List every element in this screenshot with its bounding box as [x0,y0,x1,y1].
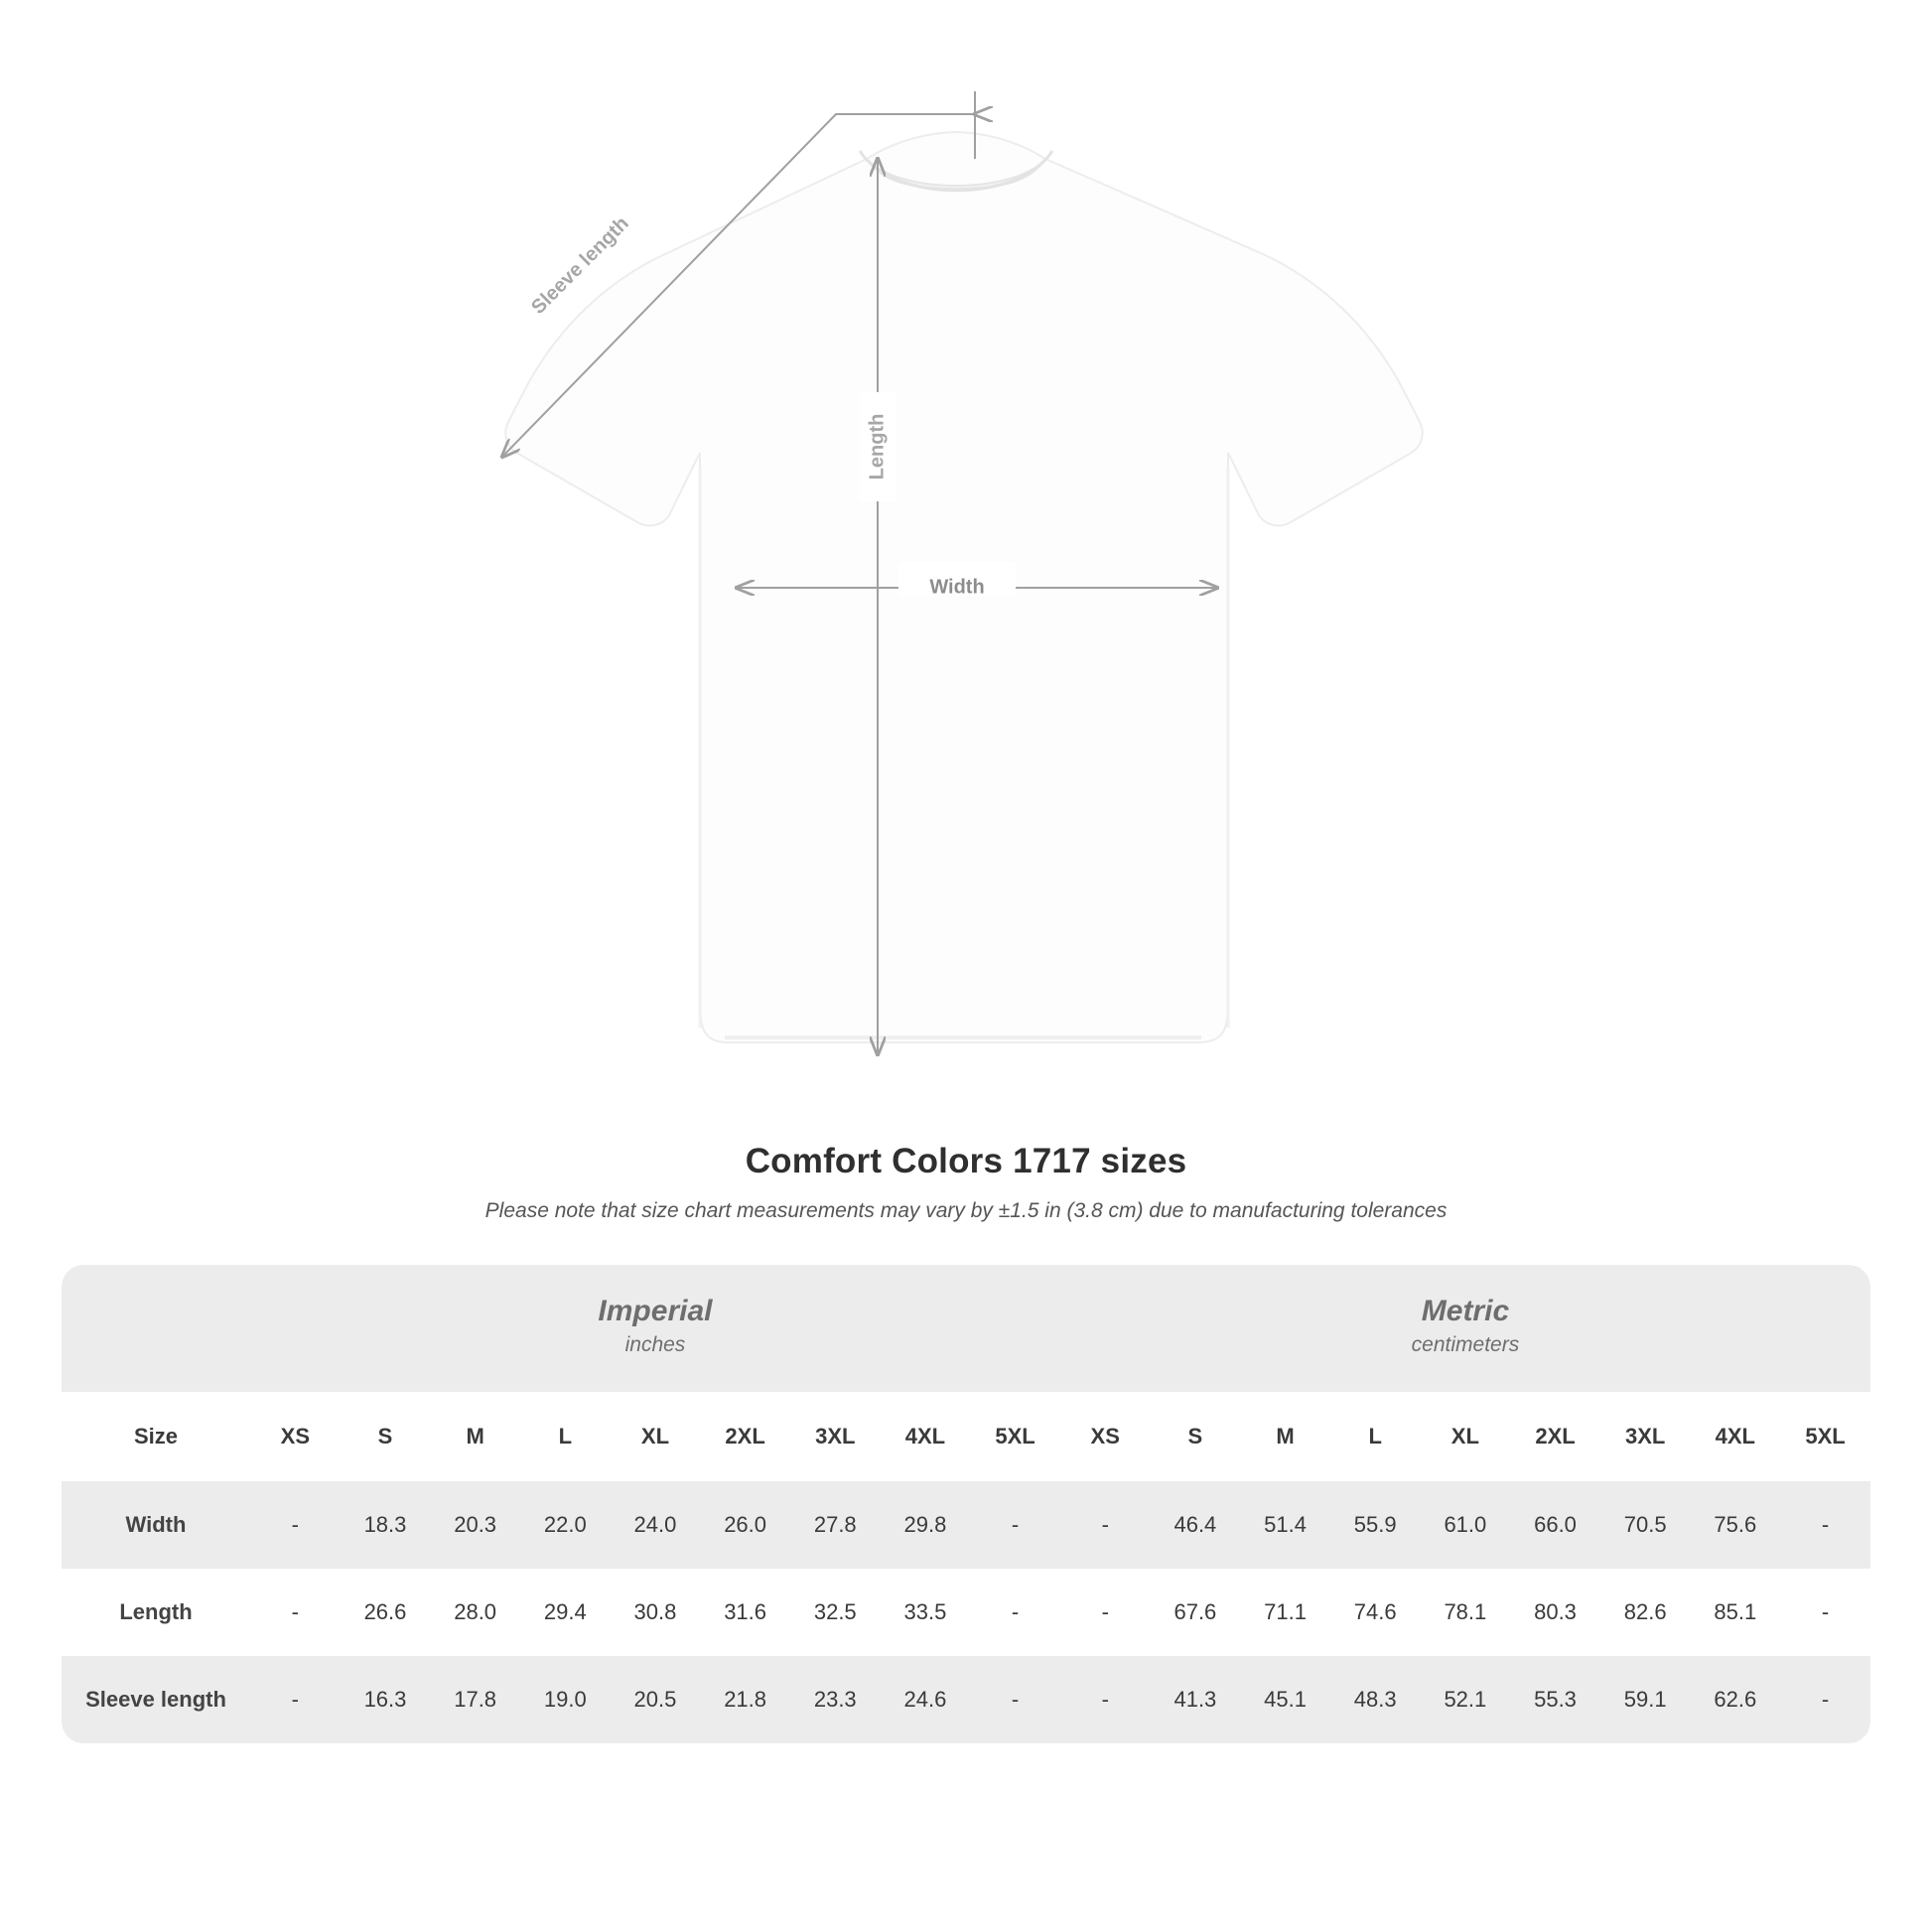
cell: 75.6 [1691,1481,1781,1569]
size-header-label: Size [62,1392,250,1481]
cell: 18.3 [341,1481,431,1569]
cell: 59.1 [1600,1656,1691,1743]
size-header-cell: XL [611,1392,701,1481]
cell: 19.0 [520,1656,611,1743]
size-header-cell: M [1240,1392,1330,1481]
cell: 82.6 [1623,1599,1667,1624]
cell: - [970,1481,1060,1569]
cell: 23.3 [790,1656,881,1743]
cell: 24.0 [611,1481,701,1569]
cell: 26.0 [700,1481,790,1569]
cell: 51.4 [1240,1481,1330,1569]
table-row [62,1656,1870,1743]
cell: 20.3 [430,1481,520,1569]
size-header-cell: M [430,1392,520,1481]
cell: - [1780,1481,1870,1569]
cell: 78.1 [1444,1599,1487,1624]
size-header-cell: 5XL [1780,1392,1870,1481]
cell: 66.0 [1510,1481,1600,1569]
cell: 70.5 [1600,1481,1691,1569]
unit-corner-cell [62,1265,250,1392]
cell: 33.5 [903,1599,947,1624]
cell: 41.3 [1151,1656,1241,1743]
cell: 80.3 [1534,1599,1577,1624]
cell: 21.8 [700,1656,790,1743]
unit-imperial-name: Imperial [598,1294,713,1327]
table-row [62,1481,1870,1569]
size-header-cell: XL [1421,1392,1511,1481]
cell: - [1101,1599,1109,1624]
unit-metric-sub: centimeters [1411,1333,1520,1357]
cell: 22.0 [520,1481,611,1569]
size-header-cell: S [341,1392,431,1481]
size-header-cell: 2XL [1510,1392,1600,1481]
width-label: Width [929,576,985,599]
cell: - [1780,1656,1870,1743]
cell: 28.0 [454,1599,497,1624]
cell: 55.3 [1510,1656,1600,1743]
length-label: Length [866,413,889,481]
size-header-cell: 4XL [881,1392,971,1481]
cell: 29.8 [881,1481,971,1569]
cell: 61.0 [1421,1481,1511,1569]
cell: - [1011,1599,1020,1624]
cell: 74.6 [1353,1599,1397,1624]
cell: - [291,1599,299,1624]
page-title: Comfort Colors 1717 sizes [745,1142,1187,1180]
cell: - [1821,1599,1830,1624]
unit-metric-name: Metric [1421,1294,1510,1327]
size-header-cell: 5XL [970,1392,1060,1481]
cell: 85.1 [1714,1599,1757,1624]
size-header-cell: L [520,1392,611,1481]
cell: 27.8 [790,1481,881,1569]
size-header-cell: XS [250,1392,341,1481]
cell: - [1060,1656,1151,1743]
cell: 71.1 [1264,1599,1307,1624]
cell: 62.6 [1691,1656,1781,1743]
size-table-wrapper [62,1265,1870,1743]
cell: 67.6 [1173,1599,1217,1624]
cell: 30.8 [633,1599,677,1624]
size-table [62,1265,1870,1743]
unit-imperial-sub: inches [624,1333,686,1357]
size-header-cell: 2XL [700,1392,790,1481]
size-header-row [62,1392,1870,1481]
row-label-width: Width [62,1481,250,1569]
cell: 20.5 [611,1656,701,1743]
unit-header-row [62,1265,1870,1392]
cell: - [1060,1481,1151,1569]
size-header-cell: L [1330,1392,1421,1481]
cell: 32.5 [813,1599,857,1624]
size-header-cell: XS [1060,1392,1151,1481]
cell: - [250,1481,341,1569]
cell: 26.6 [363,1599,407,1624]
size-header-cell: 3XL [1600,1392,1691,1481]
cell: 46.4 [1151,1481,1241,1569]
row-label-sleeve-length: Sleeve length [62,1656,250,1743]
size-header-cell: 3XL [790,1392,881,1481]
cell: 31.6 [724,1599,767,1624]
size-header-cell: 4XL [1691,1392,1781,1481]
cell: 16.3 [341,1656,431,1743]
cell: 45.1 [1240,1656,1330,1743]
cell: 17.8 [430,1656,520,1743]
cell: - [250,1656,341,1743]
cell: - [970,1656,1060,1743]
row-label-length: Length [119,1599,193,1624]
table-row [62,1569,1870,1656]
cell: 52.1 [1421,1656,1511,1743]
sleeve-length-label: Sleeve length [527,212,633,319]
unit-imperial-cell [250,1265,1060,1392]
page-subtitle: Please note that size chart measurements may vary by ±1.5 in (3.8 cm) due to manufacturing tolerances [484,1199,1448,1222]
cell: 55.9 [1330,1481,1421,1569]
cell: 48.3 [1330,1656,1421,1743]
unit-metric-cell [1060,1265,1870,1392]
cell: 29.4 [543,1599,587,1624]
cell: 24.6 [881,1656,971,1743]
size-header-cell: S [1151,1392,1241,1481]
